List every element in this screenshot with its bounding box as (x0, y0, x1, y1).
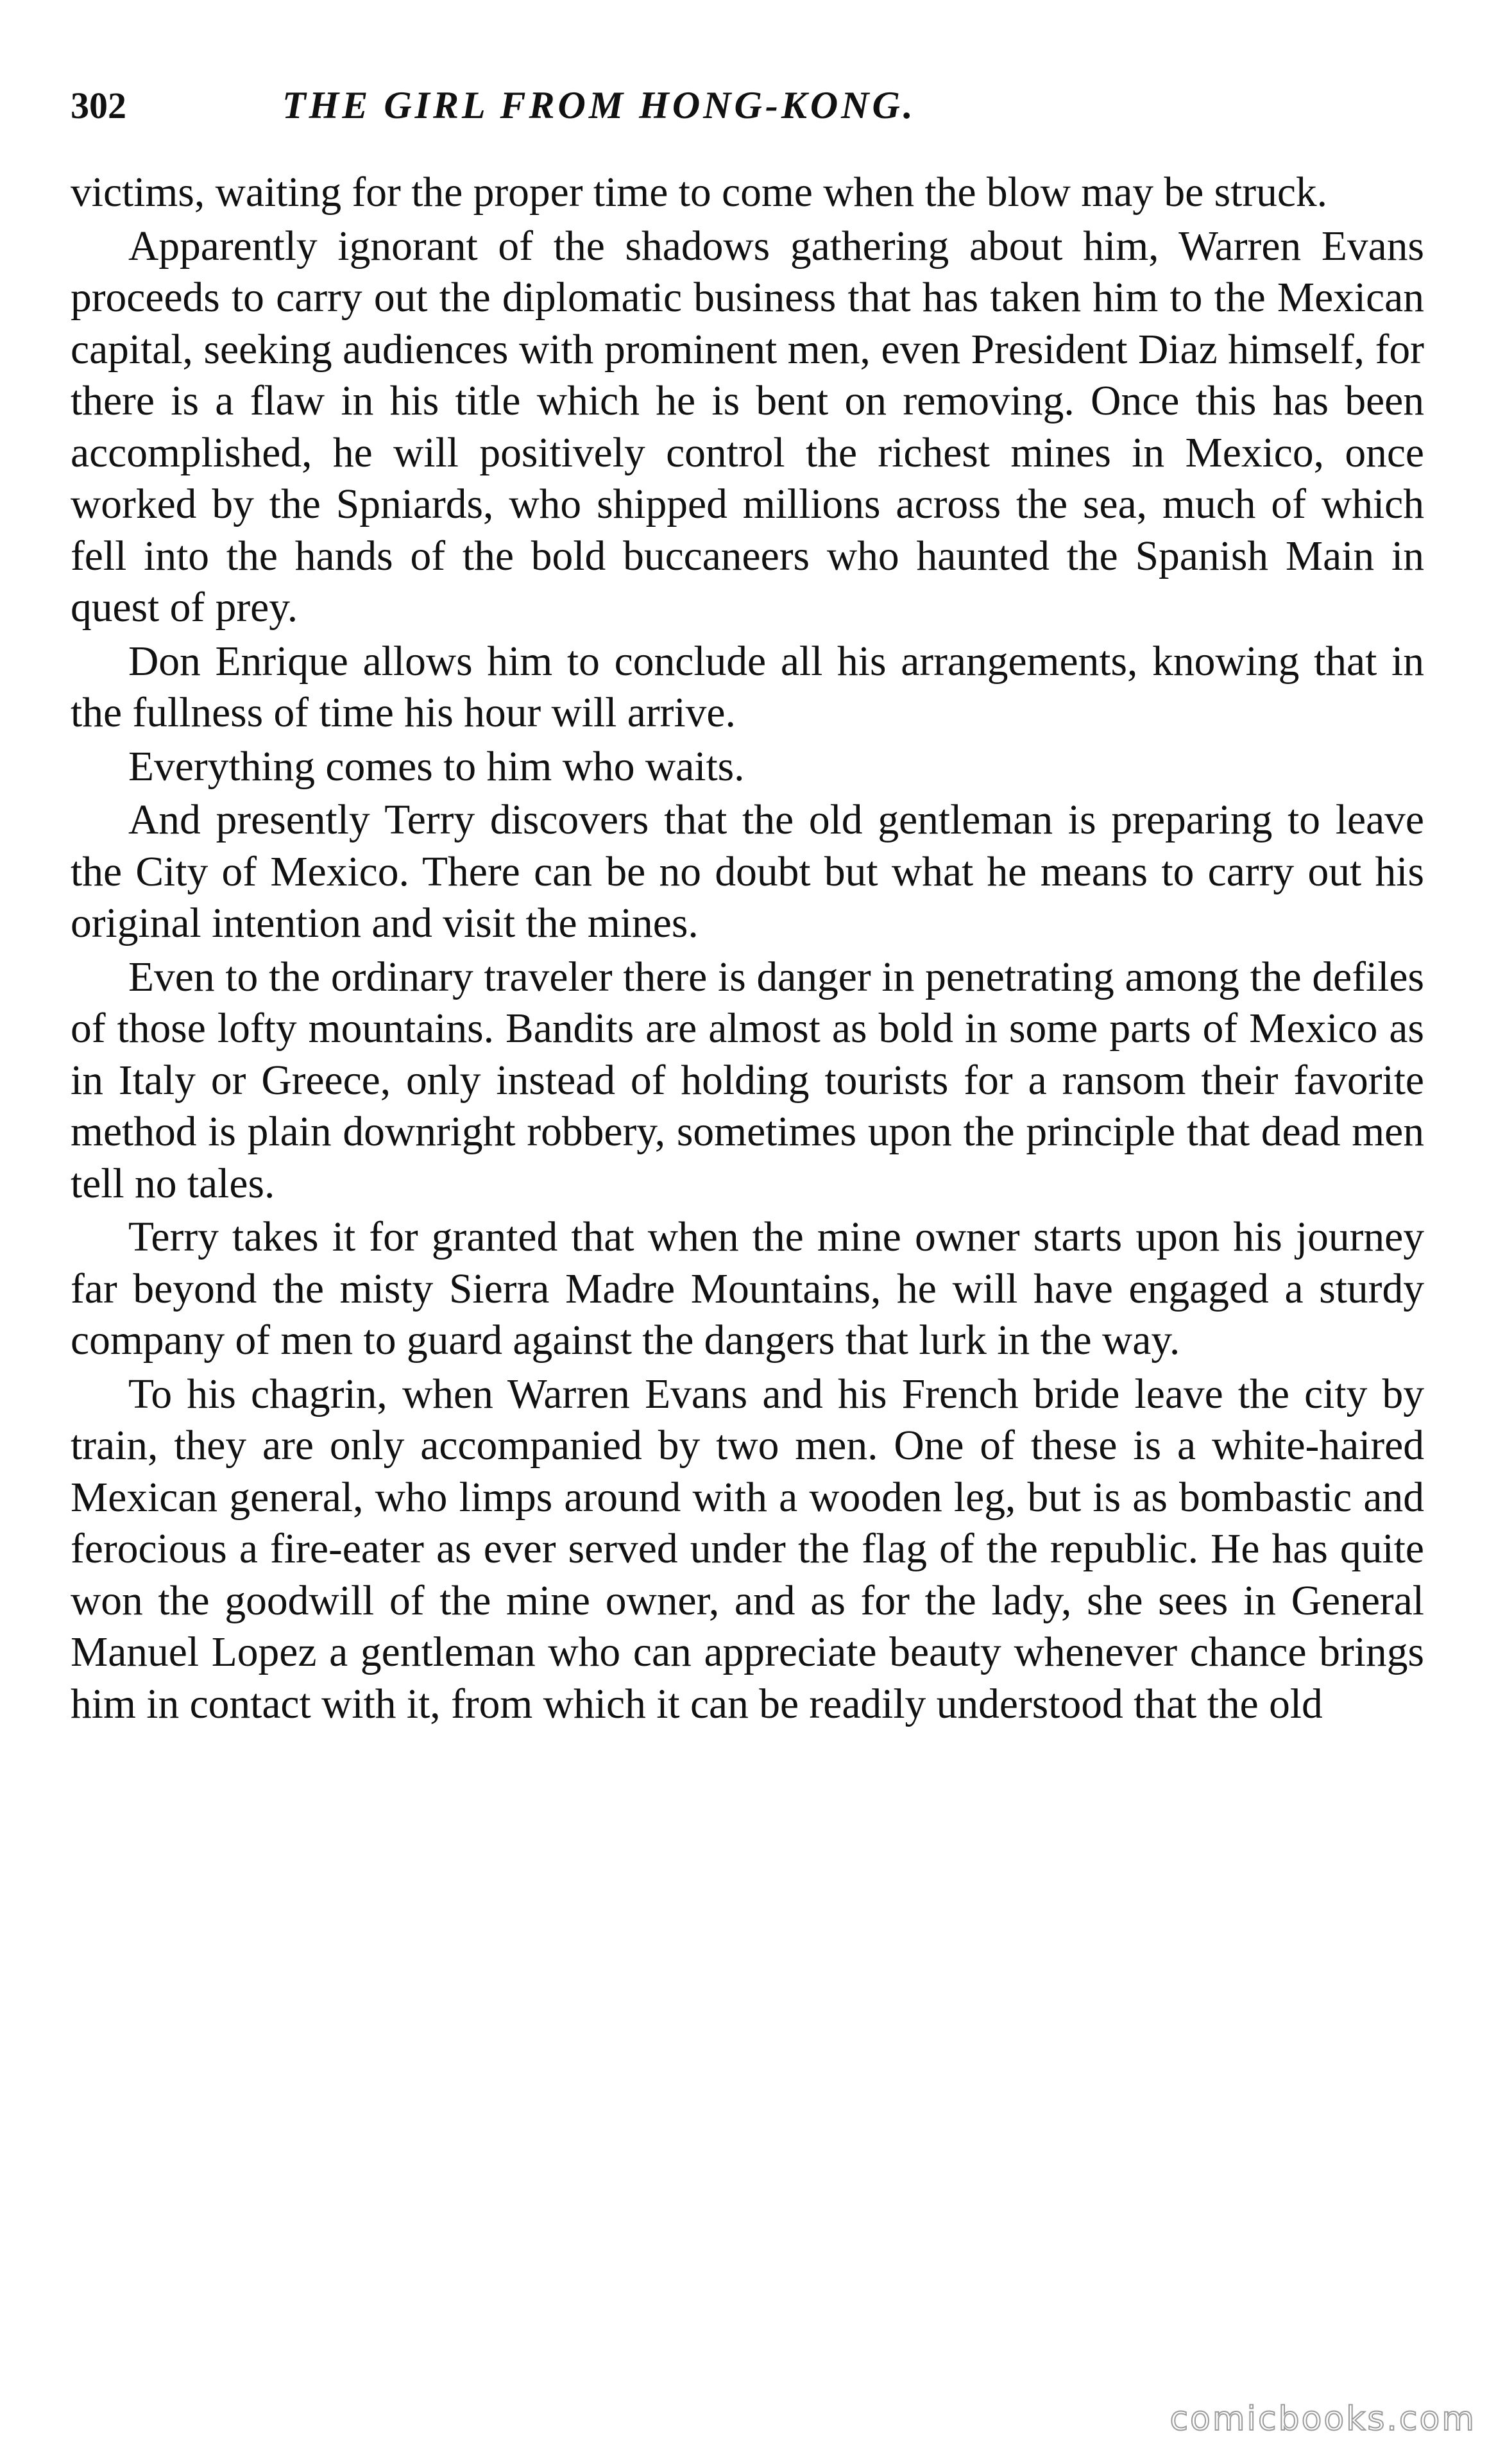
paragraph-7: Terry takes it for granted that when the mine owner starts upon his journey far beyond the misty Sierra Madre Mountains, he will have engaged a sturdy company of men to guard against the dangers that lurk in the way. (71, 1214, 1424, 1364)
paragraph-4: Everything comes to him who waits. (128, 743, 745, 790)
paragraph-2: Apparently ignorant of the shadows gathering about him, Warren Evans proceeds to carry out the diplomatic business that has taken him to the Mexican capital, seeking audiences with prominent men, even President Diaz himself, for there is a flaw in his title which he is bent on removing. Once this has been accomplished, he will positively control the richest mines in Mexico, once worked by the Spniards, who shipped millions across the sea, much of which fell into the hands of the bold buccaneers who haunted the Spanish Main in quest of prey. (71, 223, 1424, 631)
paragraph-5: And presently Terry discovers that the old gentleman is preparing to leave the City of Mexico. There can be no doubt but what he means to carry out his original intention and visit the mines. (71, 797, 1424, 946)
paragraph-3: Don Enrique allows him to conclude all his arrangements, knowing that in the fullness of time his hour will arrive. (71, 638, 1424, 736)
paragraph-6: Even to the ordinary traveler there is danger in penetrating among the defiles of those lofty mountains. Bandits are almost as bold in some parts of Mexico as in Italy or Greece, only instead of holding tourists for a ransom their favorite method is plain downright robbery, sometimes upon the principle that dead men tell no tales. (71, 954, 1424, 1207)
page-number: 302 (71, 85, 126, 126)
paragraph-8: To his chagrin, when Warren Evans and his French bride leave the city by train, they are only accompanied by two men. One of these is a white-haired Mexican general, who limps around with a wooden leg, but is as bombastic and ferocious a fire-eater as ever served under the flag of the republic. He has quite won the goodwill of the mine owner, and as for the lady, she sees in General Manuel Lopez a gentleman who can appreciate beauty whenever chance brings him in contact with it, from which it can be readily understood that the old (71, 1371, 1424, 1727)
book-page (71, 83, 1424, 1732)
body-text (71, 167, 1424, 1730)
page-header (71, 83, 1424, 141)
paragraph-1: victims, waiting for the proper time to come when the blow may be struck. (71, 169, 1328, 216)
watermark: comicbooks.com (1169, 2400, 1476, 2438)
running-title: THE GIRL FROM HONG-KONG. (282, 84, 916, 126)
